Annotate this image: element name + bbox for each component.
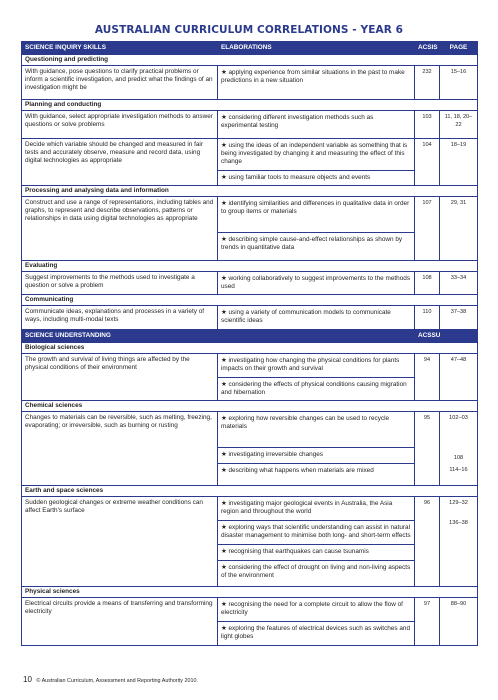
table-row <box>22 197 478 261</box>
subheading-row <box>22 261 478 272</box>
elaboration-item: ★ investigating major geological events in Australia, the Asia region and throughout the world <box>221 500 393 515</box>
table-row <box>22 354 478 401</box>
subheading-row <box>22 343 478 354</box>
page-cell: 15–16 <box>440 66 478 100</box>
code-cell: 110 <box>415 306 440 330</box>
table-row <box>22 412 478 486</box>
description-cell: Decide which variable should be changed and measured in fair tests and accurately observe, measure and record data, using digital technologies as appropriate <box>22 139 218 186</box>
elaboration-item: ★ describing simple cause-and-effect relationships as shown by trends in quantitative data <box>218 232 414 253</box>
page-ref: 108 <box>453 455 464 461</box>
elaboration-item: ★ describing what happens when materials are mixed <box>218 463 414 476</box>
skills-header: SCIENCE INQUIRY SKILLS <box>22 42 218 55</box>
subheading: Questioning and predicting <box>22 55 478 66</box>
subheading-row <box>22 186 478 197</box>
elaboration-item: ★ applying experience from similar situations in the past to make predictions in a new situation <box>221 69 405 84</box>
page-number: 10 <box>23 675 32 684</box>
elaboration-item: ★ exploring the features of electrical devices such as switches and light globes <box>218 621 414 642</box>
table-row <box>22 272 478 295</box>
page-title: AUSTRALIAN CURRICULUM CORRELATIONS - YEAR 6 <box>94 24 404 36</box>
subheading: Planning and conducting <box>22 100 478 111</box>
subheading-row <box>22 486 478 497</box>
elaboration-item: ★ investigating how changing the physical conditions for plants impacts on their growth and survival <box>221 357 400 372</box>
elaboration-cell <box>218 66 415 100</box>
page-cell: 11, 18, 20–22 <box>440 111 478 139</box>
description-cell: The growth and survival of living things are affected by the physical conditions of their environment <box>22 354 218 401</box>
subheading: Chemical sciences <box>22 401 478 412</box>
subheading: Processing and analysing data and information <box>22 186 478 197</box>
understanding-header-row <box>22 330 478 343</box>
subheading-row <box>22 401 478 412</box>
inquiry-header-row <box>22 42 478 55</box>
elaboration-item: ★ working collaboratively to suggest improvements to the methods used <box>221 275 411 290</box>
elaboration-item: ★ identifying similarities and differences in qualitative data in order to group items or materials <box>221 200 410 215</box>
elaboration-item: ★ investigating irreversible changes <box>218 447 414 460</box>
page-cell <box>440 497 478 587</box>
elaboration-cell <box>218 197 415 261</box>
understanding-header: SCIENCE UNDERSTANDING <box>22 330 415 343</box>
table-row <box>22 306 478 330</box>
table-row <box>22 598 478 646</box>
page-ref: 114–16 <box>449 467 468 473</box>
table-row <box>22 111 478 139</box>
code-cell: 97 <box>415 598 440 646</box>
page-cell: 37–38 <box>440 306 478 330</box>
subheading: Biological sciences <box>22 343 478 354</box>
elaboration-cell <box>218 306 415 330</box>
elaboration-cell <box>218 497 415 587</box>
elaboration-item: ★ exploring ways that scientific understanding can assist in natural disaster management to minimise both long- and short-term effects <box>218 520 414 541</box>
page-ref: 136–38 <box>449 520 468 526</box>
code-cell: 96 <box>415 497 440 587</box>
page-ref: 102–03 <box>449 415 468 421</box>
elaboration-item: ★ recognising that earthquakes can cause tsunamis <box>218 544 414 557</box>
elaboration-cell <box>218 412 415 486</box>
elaboration-item: ★ using a variety of communication models to communicate scientific ideas <box>221 309 391 324</box>
correlations-table <box>21 41 478 646</box>
copyright-text: © Australian Curriculum, Assessment and Reporting Authority 2010. <box>36 678 198 684</box>
elaboration-cell <box>218 139 415 186</box>
acssu-header: ACSSU <box>415 330 440 343</box>
subheading: Earth and space sciences <box>22 486 478 497</box>
description-cell: With guidance, select appropriate investigation methods to answer questions or solve problems <box>22 111 218 139</box>
elaboration-item: ★ using the ideas of an independent variable as something that is being investigated by changing it and measuring the effect of this change <box>221 142 408 165</box>
description-cell: Sudden geological changes or extreme weather conditions can affect Earth's surface <box>22 497 218 587</box>
subheading-row <box>22 100 478 111</box>
code-cell: 103 <box>415 111 440 139</box>
elaboration-cell <box>218 598 415 646</box>
blank-header <box>440 330 478 343</box>
description-cell: Construct and use a range of representations, including tables and graphs, to represent and describe observations, patterns or relationships in data using digital technologies as appropriate <box>22 197 218 261</box>
elaboration-item: ★ exploring how reversible changes can be used to recycle materials <box>221 415 390 430</box>
table-row <box>22 497 478 587</box>
elaboration-cell <box>218 111 415 139</box>
subheading: Physical sciences <box>22 587 478 598</box>
acsis-header: ACSIS <box>415 42 440 55</box>
description-cell: With guidance, pose questions to clarify practical problems or inform a scientific investigation, and predict what the findings of an investigation might be <box>22 66 218 100</box>
subheading-row <box>22 295 478 306</box>
elaborations-header: ELABORATIONS <box>218 42 415 55</box>
page-cell: 33–34 <box>440 272 478 295</box>
page-cell <box>440 412 478 486</box>
subheading: Communicating <box>22 295 478 306</box>
code-cell: 104 <box>415 139 440 186</box>
elaboration-item: ★ using familiar tools to measure objects and events <box>218 170 414 183</box>
page-ref: 129–32 <box>449 500 468 506</box>
elaboration-item: ★ considering the effects of physical conditions causing migration and hibernation <box>218 377 414 398</box>
code-cell: 108 <box>415 272 440 295</box>
description-cell: Communicate ideas, explanations and processes in a variety of ways, including multi-modal texts <box>22 306 218 330</box>
description-cell: Electrical circuits provide a means of transferring and transforming electricity <box>22 598 218 646</box>
page-cell: 29, 31 <box>440 197 478 261</box>
table-row <box>22 66 478 100</box>
elaboration-item: ★ considering different investigation methods such as experimental testing <box>221 114 374 129</box>
page-cell: 18–19 <box>440 139 478 186</box>
page-cell: 47–48 <box>440 354 478 401</box>
page-cell: 88–90 <box>440 598 478 646</box>
subheading-row <box>22 587 478 598</box>
description-cell: Suggest improvements to the methods used to investigate a question or solve a problem <box>22 272 218 295</box>
page-header: PAGE <box>440 42 478 55</box>
elaboration-cell <box>218 354 415 401</box>
elaboration-item: ★ considering the effect of drought on living and non-living aspects of the environment <box>218 560 414 581</box>
code-cell: 95 <box>415 412 440 486</box>
elaboration-cell <box>218 272 415 295</box>
code-cell: 232 <box>415 66 440 100</box>
subheading: Evaluating <box>22 261 478 272</box>
code-cell: 107 <box>415 197 440 261</box>
description-cell: Changes to materials can be reversible, such as melting, freezing, evaporating; or irreversible, such as burning or rusting <box>22 412 218 486</box>
subheading-row <box>22 55 478 66</box>
elaboration-item: ★ recognising the need for a complete circuit to allow the flow of electricity <box>221 601 403 616</box>
code-cell: 94 <box>415 354 440 401</box>
table-row <box>22 139 478 186</box>
page-footer <box>23 675 198 684</box>
